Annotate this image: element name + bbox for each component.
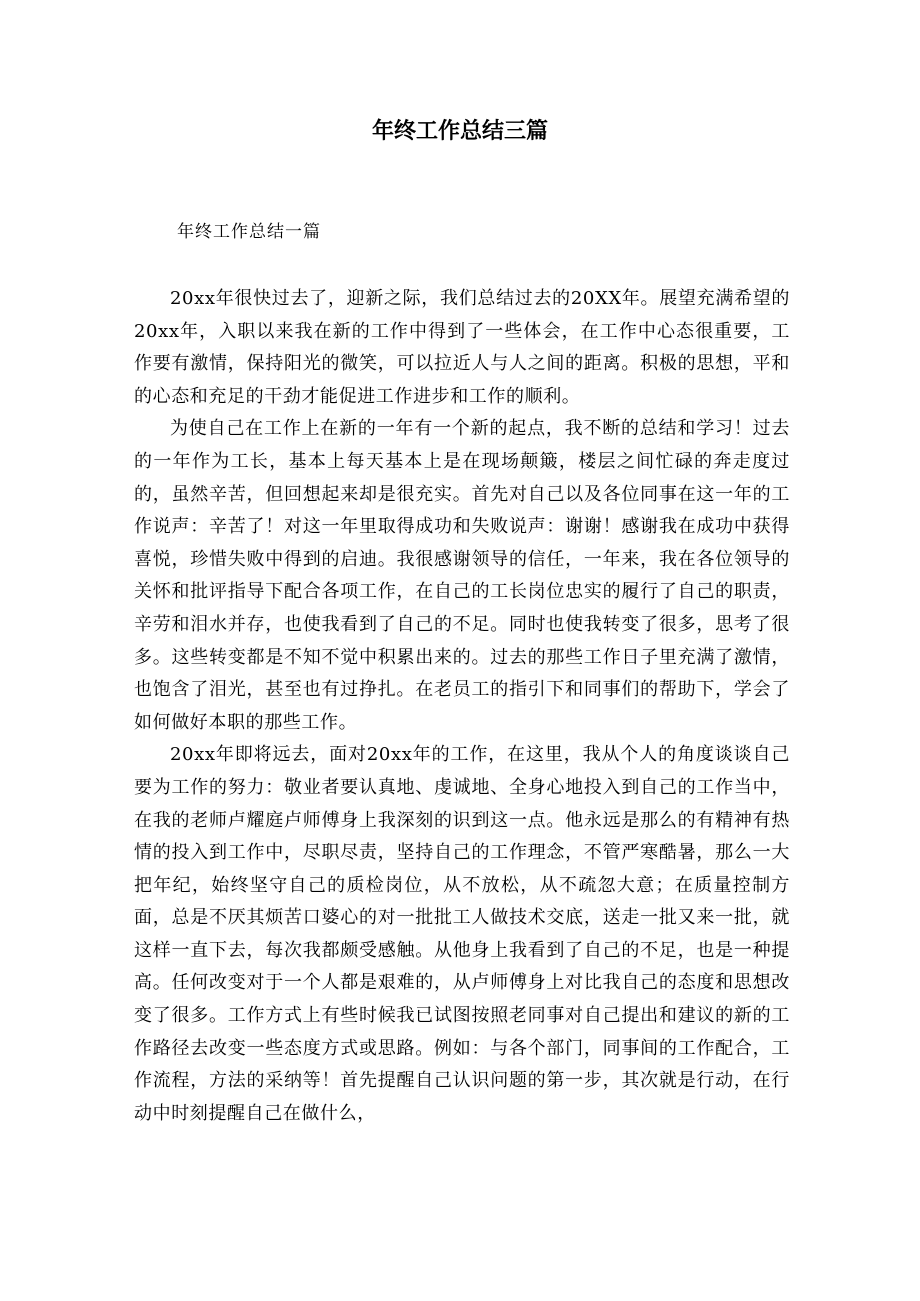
paragraph: 20xx年很快过去了，迎新之际，我们总结过去的20XX年。展望充满希望的20xx年，入职以来我在新的工作中得到了一些体会，在工作中心态很重要，工作要有激情，保持阳光的微笑，可以拉近人与人之间的距离。积极的思想，平和的心态和充足的干劲才能促进工作进步和工作的顺利。 (134, 288, 790, 407)
document-title: 年终工作总结三篇 (371, 119, 548, 144)
paragraph: 20xx年即将远去，面对20xx年的工作，在这里，我从个人的角度谈谈自己要为工作的努力：敬业者要认真地、虔诚地、全身心地投入到自己的工作当中，在我的老师卢耀庭卢师傅身上我深刻的识到这一点。他永远是那么的有精神有热情的投入到工作中，尽职尽责，坚持自己的工作理念，不管严寒酷暑，那么一大把年纪，始终坚守自己的质检岗位，从不放松，从不疏忽大意；在质量控制方面，总是不厌其烦苦口婆心的对一批批工人做技术交底，送走一批又来一批，就这样一直下去，每次我都颇受感触。从他身上我看到了自己的不足，也是一种提高。任何改变对于一个人都是艰难的，从卢师傅身上对比我自己的态度和思想改变了很多。工作方式上有些时候我已试图按照老同事对自己提出和建议的新的工作路径去改变一些态度方式或思路。例如：与各个部门，同事间的工作配合，工作流程，方法的采纳等！首先提醒自己认识问题的第一步，其次就是行动，在行动中时刻提醒自己在做什么， (134, 744, 790, 1124)
paragraph: 为使自己在工作上在新的一年有一个新的起点，我不断的总结和学习！过去的一年作为工长，基本上每天基本上是在现场颠簸，楼层之间忙碌的奔走度过的，虽然辛苦，但回想起来却是很充实。首先对自己以及各位同事在这一年的工作说声：辛苦了！对这一年里取得成功和失败说声：谢谢！感谢我在成功中获得喜悦，珍惜失败中得到的启迪。我很感谢领导的信任，一年来，我在各位领导的关怀和批评指导下配合各项工作，在自己的工长岗位忠实的履行了自己的职责，辛劳和泪水并存，也使我看到了自己的不足。同时也使我转变了很多，思考了很多。这些转变都是不知不觉中积累出来的。过去的那些工作日子里充满了激情，也饱含了泪光，甚至也有过挣扎。在老员工的指引下和同事们的帮助下，学会了如何做好本职的那些工作。 (134, 418, 790, 733)
document-body (134, 283, 790, 1130)
section-heading: 年终工作总结一篇 (177, 222, 321, 242)
